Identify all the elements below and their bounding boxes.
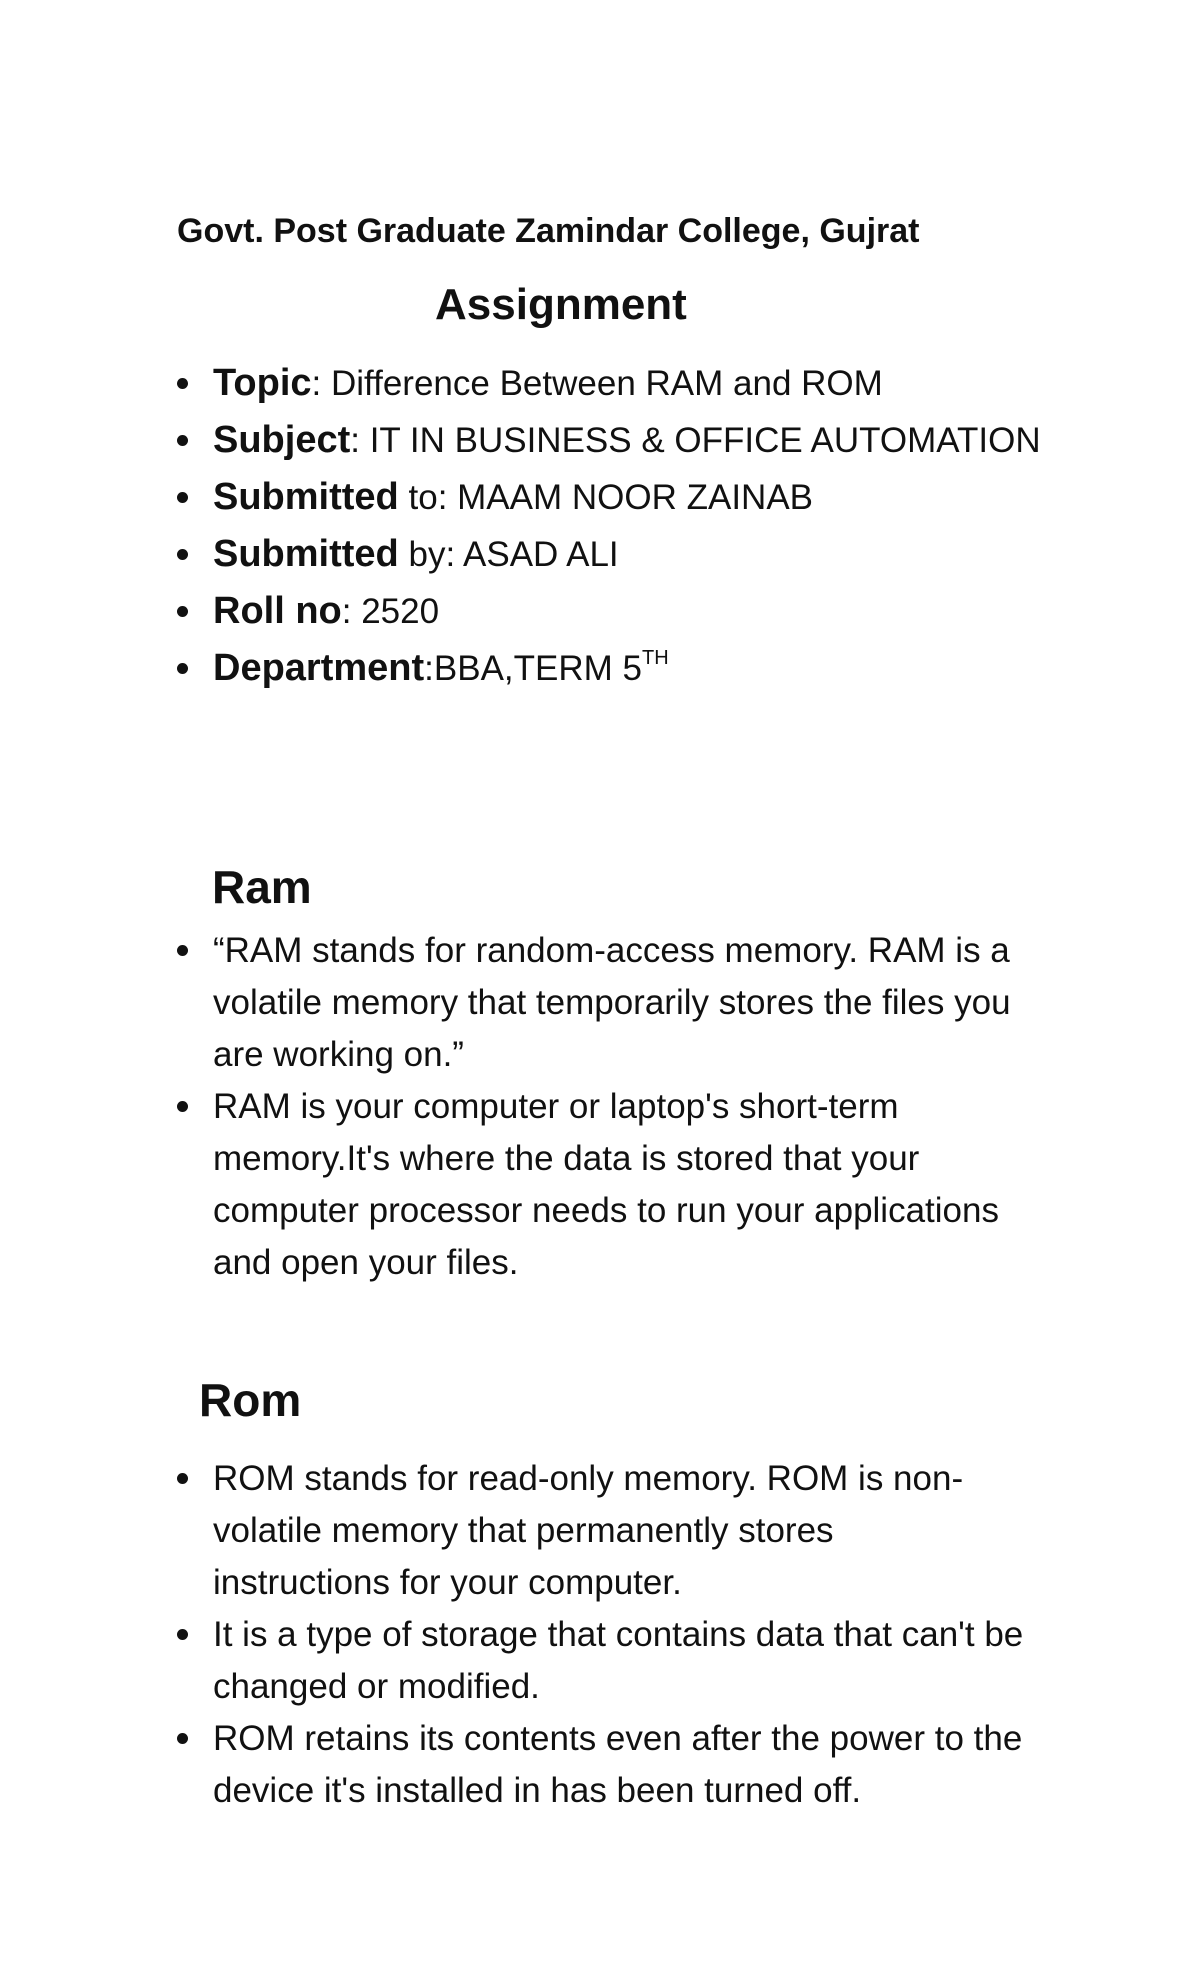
assignment-info-list <box>177 355 1077 697</box>
info-value: BBA,TERM 5 <box>433 649 642 688</box>
info-key: Subject <box>213 419 351 461</box>
info-item-submitted-by <box>177 526 1077 583</box>
college-name: Govt. Post Graduate Zamindar College, Gujrat <box>177 212 920 250</box>
bullet-icon <box>177 1629 188 1640</box>
info-separator <box>399 478 409 517</box>
superscript-suffix: TH <box>642 647 669 669</box>
info-value: by: ASAD ALI <box>408 535 619 574</box>
info-key: Department <box>213 647 425 689</box>
info-key: Submitted <box>213 533 399 575</box>
bullet-icon <box>177 1101 188 1112</box>
bullet-icon <box>177 378 188 389</box>
list-item <box>177 1609 1083 1713</box>
info-value: IT IN BUSINESS & OFFICE AUTOMATION <box>369 421 1041 460</box>
bullet-icon <box>177 1473 188 1484</box>
bullet-icon <box>177 663 188 674</box>
list-item <box>177 1713 1083 1817</box>
info-value: Difference Between RAM and ROM <box>330 364 883 403</box>
info-separator: : <box>341 592 362 631</box>
rom-point-text: ROM retains its contents even after the power to the device it's installed in has been turned off. <box>213 1719 1023 1810</box>
info-key: Topic <box>213 362 312 404</box>
ram-points-list <box>177 925 1077 1289</box>
rom-heading: Rom <box>199 1374 302 1426</box>
info-item-department <box>177 640 1077 697</box>
info-separator: : <box>311 364 331 403</box>
info-value: to: MAAM NOOR ZAINAB <box>408 478 814 517</box>
ram-point-text: “RAM stands for random-access memory. RAM is a volatile memory that temporarily stores the files you are working on.” <box>213 931 1011 1074</box>
rom-point-text: ROM stands for read-only memory. ROM is non- volatile memory that permanently stores instructions for your computer. <box>213 1459 964 1602</box>
info-key: Roll no <box>213 590 342 632</box>
rom-point-text: It is a type of storage that contains data that can't be changed or modified. <box>213 1615 1024 1706</box>
info-separator <box>399 535 409 574</box>
list-item <box>177 1453 1083 1609</box>
bullet-icon <box>177 606 188 617</box>
bullet-icon <box>177 1733 188 1744</box>
bullet-icon <box>177 945 188 956</box>
info-value: 2520 <box>361 592 440 631</box>
info-item-roll-no <box>177 583 1077 640</box>
ram-heading: Ram <box>212 861 312 913</box>
info-key: Submitted <box>213 476 399 518</box>
bullet-icon <box>177 549 188 560</box>
bullet-icon <box>177 435 188 446</box>
list-item <box>177 925 1083 1081</box>
info-separator: : <box>350 421 370 460</box>
info-item-submitted-to <box>177 469 1077 526</box>
info-separator: : <box>424 649 434 688</box>
bullet-icon <box>177 492 188 503</box>
list-item <box>177 1081 1083 1289</box>
assignment-title: Assignment <box>435 280 687 329</box>
rom-points-list <box>177 1453 1077 1817</box>
info-item-topic <box>177 355 1077 412</box>
ram-point-text: RAM is your computer or laptop's short-term memory.It's where the data is stored that your computer processor needs to run your applications and open your files. <box>213 1087 999 1282</box>
info-item-subject <box>177 412 1077 469</box>
